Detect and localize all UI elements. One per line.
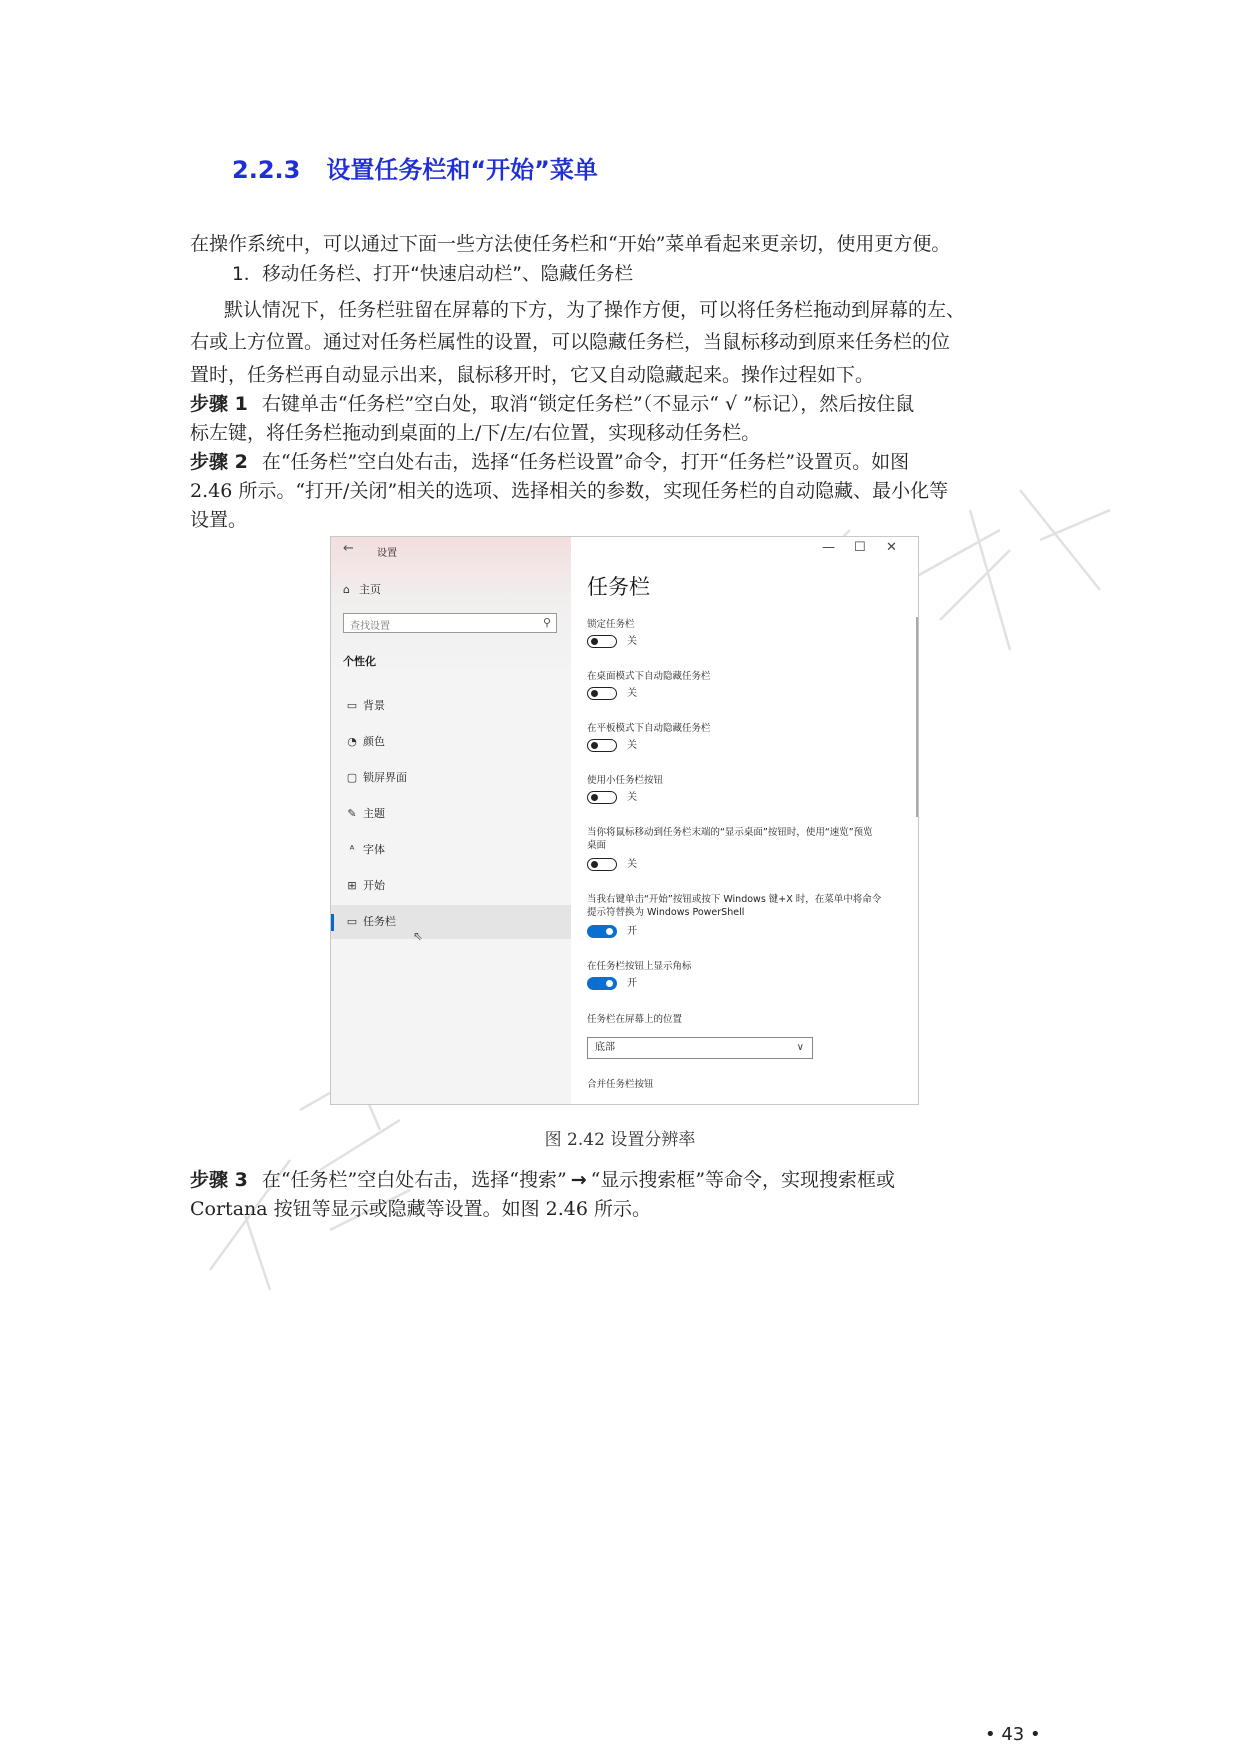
- peek-toggle[interactable]: [587, 858, 617, 871]
- setting-label: 当我右键单击“开始”按钮或按下 Windows 键+X 时，在菜单中将命令提示符替换为 Windows PowerShell: [587, 894, 882, 918]
- step3-text-a: 在“任务栏”空白处右击，选择“搜索”: [261, 1169, 567, 1191]
- lock-taskbar-toggle[interactable]: [587, 635, 617, 648]
- step3-line: [190, 1166, 1060, 1195]
- step3-line2: Cortana 按钮等显示或隐藏等设置。如图 2.46 所示。: [190, 1198, 652, 1220]
- window-title: 设置: [377, 548, 397, 559]
- nav-item-colors[interactable]: [331, 725, 571, 759]
- step2-line: [190, 448, 1060, 477]
- toggle-state: 关: [627, 636, 637, 647]
- maximize-button[interactable]: ☐: [854, 540, 866, 555]
- step1-label: 步骤 1: [190, 393, 248, 415]
- paragraph-line: 置时，任务栏再自动显示出来，鼠标移开时，它又自动隐藏起来。操作过程如下。: [190, 364, 875, 386]
- toggle-state: 关: [627, 688, 637, 699]
- nav-home[interactable]: [343, 581, 381, 597]
- section-title: 设置任务栏和“开始”菜单: [326, 156, 598, 184]
- toggle-state: 关: [627, 740, 637, 751]
- search-input[interactable]: [344, 618, 536, 635]
- arrow-left-icon[interactable]: ←: [343, 541, 354, 556]
- font-icon: ᴬ: [349, 843, 355, 856]
- setting-label: 在任务栏按钮上显示角标: [587, 961, 692, 972]
- powershell-toggle[interactable]: [587, 925, 617, 938]
- setting-label: 在平板模式下自动隐藏任务栏: [587, 723, 711, 734]
- badges-toggle[interactable]: [587, 977, 617, 990]
- search-box[interactable]: [343, 613, 557, 633]
- step1-line: [190, 390, 1060, 419]
- setting-label: 当你将鼠标移动到任务栏末端的“显示桌面”按钮时，使用“速览”预览桌面: [587, 827, 873, 851]
- minimize-button[interactable]: —: [822, 540, 835, 555]
- search-icon[interactable]: ⚲: [542, 616, 551, 629]
- step3-text-b: “显示搜索框”等命令，实现搜索框或: [590, 1169, 896, 1191]
- lock-screen-icon: ▢: [346, 771, 358, 784]
- nav-item-label: 字体: [363, 843, 385, 856]
- close-button[interactable]: ✕: [886, 540, 897, 555]
- page-title: 任务栏: [587, 575, 650, 599]
- toggle-state: 开: [627, 978, 637, 989]
- small-buttons-toggle[interactable]: [587, 791, 617, 804]
- taskbar-position-select[interactable]: [587, 1037, 813, 1059]
- taskbar-icon: ▭: [346, 915, 358, 928]
- autohide-desktop-toggle[interactable]: [587, 687, 617, 700]
- paragraph-line: 默认情况下，任务栏驻留在屏幕的下方，为了操作方便，可以将任务栏拖动到屏幕的左、: [224, 299, 966, 321]
- nav-item-label: 开始: [363, 879, 385, 892]
- setting-label: 锁定任务栏: [587, 619, 635, 630]
- nav-item-label: 主题: [363, 807, 385, 820]
- step2-label: 步骤 2: [190, 451, 248, 473]
- step1-line2: 标左键，将任务栏拖动到桌面的上/下/左/右位置，实现移动任务栏。: [190, 422, 761, 444]
- nav-item-fonts[interactable]: [331, 833, 571, 867]
- toggle-state: 关: [627, 859, 637, 870]
- step1-text: 右键单击“任务栏”空白处，取消“锁定任务栏”（不显示“ √ ”标记），然后按住鼠: [261, 393, 915, 415]
- position-label: 任务栏在屏幕上的位置: [587, 1014, 683, 1025]
- toggle-state: 关: [627, 792, 637, 803]
- picture-icon: ▭: [346, 699, 358, 712]
- settings-content: [571, 537, 918, 1104]
- figure-caption: 图 2.42 设置分辨率: [544, 1130, 696, 1150]
- autohide-tablet-toggle[interactable]: [587, 739, 617, 752]
- step2-text: 在“任务栏”空白处右击，选择“任务栏设置”命令，打开“任务栏”设置页。如图: [261, 451, 910, 473]
- nav-home-label: 主页: [359, 583, 381, 596]
- setting-label: 在桌面模式下自动隐藏任务栏: [587, 671, 711, 682]
- toggle-state: 开: [627, 926, 637, 937]
- setting-label: 使用小任务栏按钮: [587, 775, 664, 786]
- start-icon: ⊞: [347, 879, 357, 892]
- nav-section-title: 个性化: [343, 655, 376, 668]
- step2-line3: 设置。: [190, 509, 248, 531]
- section-number: 2.2.3: [232, 156, 301, 184]
- nav-item-taskbar[interactable]: [331, 905, 571, 939]
- step3-label: 步骤 3: [190, 1169, 248, 1191]
- palette-icon: ◔: [347, 735, 357, 748]
- nav-item-label: 颜色: [363, 735, 385, 748]
- settings-sidebar: [331, 537, 571, 1104]
- nav-item-start[interactable]: [331, 869, 571, 903]
- step2-line2: 2.46 所示。“打开/关闭”相关的选项、选择相关的参数，实现任务栏的自动隐藏、最小化等: [190, 480, 949, 502]
- settings-window-screenshot: [330, 536, 919, 1105]
- taskbar-position-value: 底部: [595, 1042, 615, 1053]
- arrow-right-icon: →: [570, 1169, 587, 1191]
- mouse-cursor-icon: ⇖: [413, 929, 424, 943]
- combine-label: 合并任务栏按钮: [587, 1079, 654, 1090]
- subheading: 1．移动任务栏、打开“快速启动栏”、隐藏任务栏: [232, 264, 633, 285]
- brush-icon: ✎: [347, 807, 357, 820]
- nav-item-themes[interactable]: [331, 797, 571, 831]
- paragraph-line: 右或上方位置。通过对任务栏属性的设置，可以隐藏任务栏，当鼠标移动到原来任务栏的位: [190, 331, 951, 353]
- nav-item-label: 任务栏: [363, 915, 396, 928]
- nav-item-background[interactable]: [331, 689, 571, 723]
- nav-item-label: 锁屏界面: [363, 771, 407, 784]
- section-heading: [232, 150, 598, 185]
- nav-item-label: 背景: [363, 699, 385, 712]
- home-icon: ⌂: [343, 583, 350, 596]
- intro-paragraph: 在操作系统中，可以通过下面一些方法使任务栏和“开始”菜单看起来更亲切，使用更方便。: [190, 233, 951, 255]
- chevron-down-icon: ∨: [796, 1042, 804, 1053]
- nav-item-lock-screen[interactable]: [331, 761, 571, 795]
- scrollbar[interactable]: [916, 617, 918, 817]
- window-titlebar: [331, 537, 918, 563]
- page-number: • 43 •: [985, 1724, 1041, 1745]
